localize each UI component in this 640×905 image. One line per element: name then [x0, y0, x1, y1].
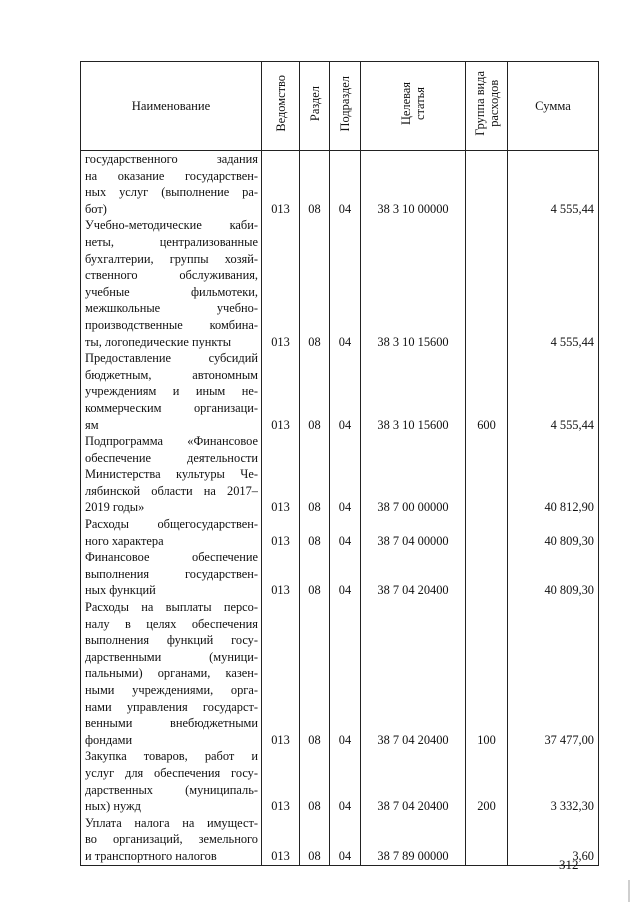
row-razdel: 08 — [300, 151, 330, 218]
row-vedomstvo: 013 — [262, 599, 300, 748]
row-name-line: Предоставление субсидий — [85, 351, 258, 366]
row-name — [81, 549, 262, 599]
row-name-line: Министерства культуры Че- — [85, 467, 258, 482]
header-name: Наименование — [81, 62, 262, 151]
header-gruppa-label: Группа вида расходов — [472, 71, 501, 137]
row-razdel: 08 — [300, 549, 330, 599]
row-celevaya: 38 7 04 00000 — [361, 516, 466, 549]
table-row — [81, 350, 599, 433]
row-name-line: нами управления государст- — [85, 699, 258, 714]
row-vedomstvo: 013 — [262, 217, 300, 350]
row-summa: 40 812,90 — [508, 433, 599, 516]
row-name-line: выполнения государствен- — [85, 566, 258, 581]
row-name-line: Расходы общегосударствен- — [85, 517, 258, 532]
row-name-line: ными учреждениями, орга- — [85, 683, 258, 697]
budget-table — [80, 61, 599, 866]
row-vedomstvo: 013 — [262, 815, 300, 865]
row-name — [81, 350, 262, 433]
row-name-line: бюджетным, автономным — [85, 367, 258, 382]
row-name-line: неты, централизованные — [85, 234, 258, 249]
row-vedomstvo: 013 — [262, 748, 300, 814]
header-razdel — [300, 62, 330, 151]
page-number: 312 — [559, 857, 579, 872]
header-podrazdel — [330, 62, 361, 151]
row-name-line: ного характера — [85, 533, 164, 548]
row-summa: 3 332,30 — [508, 748, 599, 814]
row-gruppa: 100 — [466, 599, 508, 748]
row-vedomstvo: 013 — [262, 433, 300, 516]
header-podrazdel-label: Подраздел — [338, 75, 352, 132]
row-name-line: 2019 годы» — [85, 500, 145, 515]
table-body — [81, 151, 599, 866]
header-summa: Сумма — [508, 62, 599, 151]
table-row — [81, 433, 599, 516]
table-row — [81, 549, 599, 599]
row-podrazdel: 04 — [330, 549, 361, 599]
header-razdel-label: Раздел — [307, 86, 322, 122]
row-name-line: Уплата налога на имущест- — [85, 815, 258, 830]
row-name-line: на оказание государствен- — [85, 168, 258, 183]
row-name — [81, 815, 262, 865]
row-celevaya: 38 7 04 20400 — [361, 549, 466, 599]
row-name — [81, 516, 262, 549]
row-summa: 40 809,30 — [508, 516, 599, 549]
row-name-line: Финансовое обеспечение — [85, 550, 258, 565]
header-gruppa — [466, 62, 508, 151]
row-summa: 37 477,00 — [508, 599, 599, 748]
table-header — [81, 62, 599, 151]
row-gruppa — [466, 549, 508, 599]
table-row — [81, 516, 599, 549]
row-summa: 4 555,44 — [508, 350, 599, 433]
table-row — [81, 599, 599, 748]
row-name-line: венными внебюджетными — [85, 716, 258, 731]
row-name-line: учебные фильмотеки, — [85, 284, 258, 299]
row-celevaya: 38 7 00 00000 — [361, 433, 466, 516]
row-celevaya: 38 3 10 15600 — [361, 350, 466, 433]
row-gruppa — [466, 516, 508, 549]
row-razdel: 08 — [300, 748, 330, 814]
row-podrazdel: 04 — [330, 599, 361, 748]
table-row — [81, 748, 599, 814]
row-razdel: 08 — [300, 217, 330, 350]
row-name-line: обеспечение деятельности — [85, 450, 258, 465]
row-podrazdel: 04 — [330, 350, 361, 433]
row-podrazdel: 04 — [330, 433, 361, 516]
row-podrazdel: 04 — [330, 151, 361, 218]
row-name-line: ям — [85, 417, 99, 432]
row-razdel: 08 — [300, 433, 330, 516]
row-razdel: 08 — [300, 350, 330, 433]
row-name — [81, 599, 262, 748]
row-gruppa — [466, 433, 508, 516]
row-name-line: ных) нужд — [85, 799, 141, 814]
row-summa: 3,60 — [508, 815, 599, 865]
row-name-line: Расходы на выплаты персо- — [85, 600, 258, 615]
row-name — [81, 151, 262, 218]
row-name-line: лябинской области на 2017– — [85, 483, 258, 498]
row-name-line: государственного задания — [85, 152, 258, 166]
row-name-line: пальными) органами, казен- — [85, 666, 258, 681]
row-gruppa — [466, 815, 508, 865]
row-name-line: дарственными (муници- — [85, 649, 258, 664]
row-razdel: 08 — [300, 516, 330, 549]
row-name-line: ты, логопедические пункты — [85, 334, 232, 349]
row-name-line: коммерческим организаци- — [85, 400, 258, 415]
row-name-line: межшкольные учебно- — [85, 301, 258, 316]
row-name-line: ных функций — [85, 583, 156, 598]
row-name-line: ных услуг (выполнение ра- — [85, 185, 258, 200]
header-celevaya — [361, 62, 466, 151]
row-summa: 4 555,44 — [508, 217, 599, 350]
row-vedomstvo: 013 — [262, 151, 300, 218]
row-name — [81, 217, 262, 350]
row-name — [81, 748, 262, 814]
row-name-line: Подпрограмма «Финансовое — [85, 434, 258, 449]
row-podrazdel: 04 — [330, 217, 361, 350]
row-vedomstvo: 013 — [262, 350, 300, 433]
row-summa: 4 555,44 — [508, 151, 599, 218]
row-name-line: во организаций, земельного — [85, 832, 258, 847]
row-name-line: налу в целях обеспечения — [85, 616, 258, 631]
row-gruppa — [466, 151, 508, 218]
header-celevaya-label: Целевая статья — [399, 82, 427, 126]
scan-edge-mark — [628, 880, 630, 902]
row-gruppa: 600 — [466, 350, 508, 433]
header-vedomstvo-label: Ведомство — [273, 75, 288, 132]
row-summa: 40 809,30 — [508, 549, 599, 599]
row-vedomstvo: 013 — [262, 549, 300, 599]
row-name-line: фондами — [85, 732, 133, 747]
row-name-line: и транспортного налогов — [85, 848, 217, 863]
row-gruppa — [466, 217, 508, 350]
row-celevaya: 38 3 10 15600 — [361, 217, 466, 350]
row-name — [81, 433, 262, 516]
table-row — [81, 217, 599, 350]
row-name-line: Закупка товаров, работ и — [85, 749, 258, 764]
row-celevaya: 38 7 04 20400 — [361, 748, 466, 814]
table-row — [81, 815, 599, 865]
row-name-line: дарственных (муниципаль- — [85, 782, 258, 797]
row-celevaya: 38 7 89 00000 — [361, 815, 466, 865]
row-podrazdel: 04 — [330, 815, 361, 865]
row-name-line: выполнения функций госу- — [85, 633, 258, 648]
row-name-line: услуг для обеспечения госу- — [85, 765, 258, 780]
row-razdel: 08 — [300, 815, 330, 865]
row-name-line: бухгалтерии, группы хозяй- — [85, 251, 258, 266]
header-vedomstvo — [262, 62, 300, 151]
row-name-line: учреждениям и иным не- — [85, 384, 258, 399]
row-gruppa: 200 — [466, 748, 508, 814]
row-celevaya: 38 3 10 00000 — [361, 151, 466, 218]
row-vedomstvo: 013 — [262, 516, 300, 549]
row-podrazdel: 04 — [330, 516, 361, 549]
row-podrazdel: 04 — [330, 748, 361, 814]
row-name-line: бот) — [85, 201, 107, 216]
row-name-line: ственного обслуживания, — [85, 268, 258, 283]
row-name-line: Учебно-методические каби- — [85, 218, 258, 233]
row-celevaya: 38 7 04 20400 — [361, 599, 466, 748]
row-name-line: производственные комбина- — [85, 317, 258, 332]
row-razdel: 08 — [300, 599, 330, 748]
table-row — [81, 151, 599, 218]
